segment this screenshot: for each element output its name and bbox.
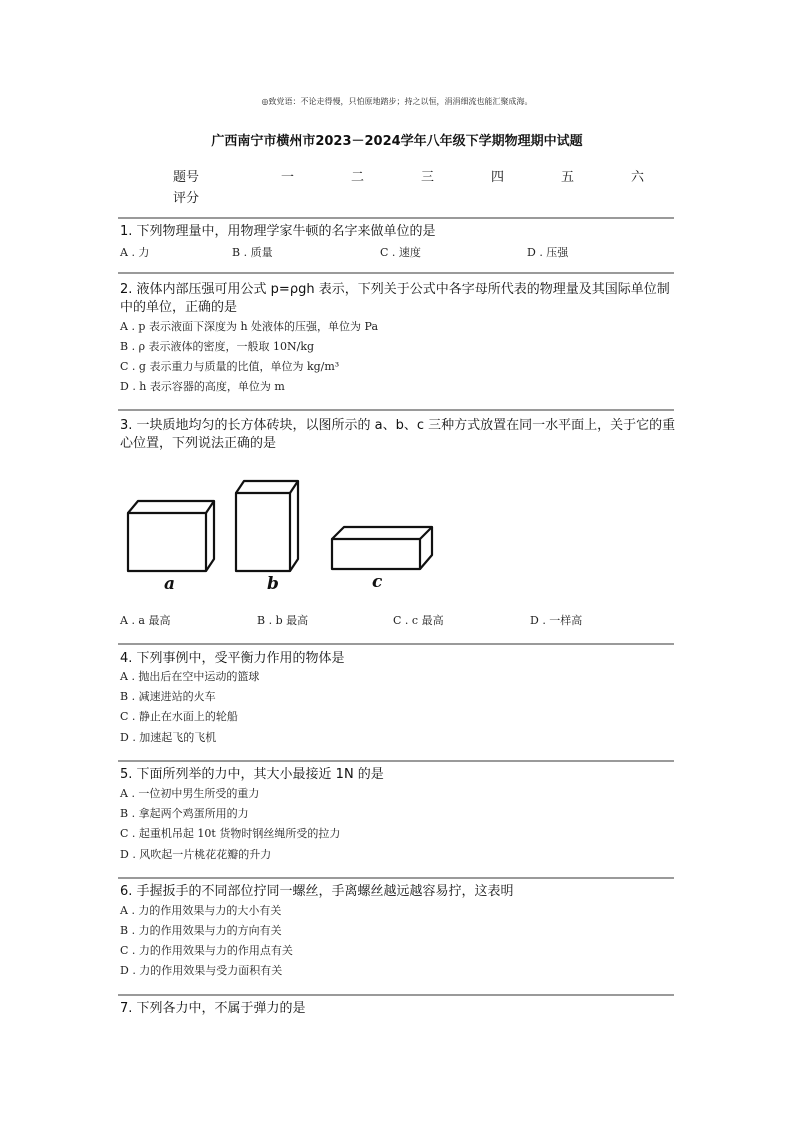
question-stem: 2. 液体内部压强可用公式 p=ρgh 表示，下列关于公式中各字母所代表的物理量及其国际单位制中的单位，正确的是 xyxy=(120,282,670,315)
question-stem: 4. 下列事例中，受平衡力作用的物体是 xyxy=(120,651,345,666)
question-stem: 1. 下列物理量中，用物理学家牛顿的名字来做单位的是 xyxy=(120,224,436,239)
option-d[interactable]: D . 加速起飞的飞机 xyxy=(120,731,217,744)
option-c[interactable]: C . g 表示重力与质量的比值，单位为 kg/m³ xyxy=(120,360,340,373)
divider xyxy=(118,760,674,762)
question-stem: 7. 下列各力中，不属于弹力的是 xyxy=(120,1001,306,1016)
option-d[interactable]: D . h 表示容器的高度，单位为 m xyxy=(120,380,285,393)
divider xyxy=(118,272,674,274)
figure-label-c: c xyxy=(372,572,383,592)
brick-b xyxy=(236,481,298,571)
option-a[interactable]: A . 一位初中男生所受的重力 xyxy=(120,787,260,800)
option-b[interactable]: B . 力的作用效果与力的方向有关 xyxy=(120,924,282,937)
score-row-label-number: 题号 xyxy=(173,170,200,185)
page-title: 广西南宁市横州市2023－2024学年八年级下学期物理期中试题 xyxy=(211,134,583,149)
brick-c xyxy=(332,527,432,569)
option-a[interactable]: A . a 最高 xyxy=(120,614,171,627)
option-d[interactable]: D . 一样高 xyxy=(530,614,583,627)
option-c[interactable]: C . 静止在水面上的轮船 xyxy=(120,710,238,723)
score-col-3: 三 xyxy=(421,170,435,185)
option-b[interactable]: B . b 最高 xyxy=(257,614,309,627)
option-b[interactable]: B . ρ 表示液体的密度，一般取 10N/kg xyxy=(120,340,315,353)
option-b[interactable]: B . 拿起两个鸡蛋所用的力 xyxy=(120,807,249,820)
option-a[interactable]: A . 抛出后在空中运动的篮球 xyxy=(120,670,260,683)
divider xyxy=(118,877,674,879)
score-col-4: 四 xyxy=(491,170,505,185)
score-row-label-score: 评分 xyxy=(173,191,200,206)
figure-label-a: a xyxy=(164,574,176,594)
divider xyxy=(118,217,674,219)
option-b[interactable]: B . 减速进站的火车 xyxy=(120,690,216,703)
question-stem: 3. 一块质地均匀的长方体砖块，以图所示的 a、b、c 三种方式放置在同一水平面上，关于它的重心位置，下列说法正确的是 xyxy=(120,418,676,451)
option-b[interactable]: B . 质量 xyxy=(232,246,273,259)
option-a[interactable]: A . p 表示液面下深度为 h 处液体的压强，单位为 Pa xyxy=(120,320,379,333)
question-stem: 6. 手握扳手的不同部位拧同一螺丝，手离螺丝越远越容易拧，这表明 xyxy=(120,884,514,899)
option-a[interactable]: A . 力的作用效果与力的大小有关 xyxy=(120,904,282,917)
option-d[interactable]: D . 力的作用效果与受力面积有关 xyxy=(120,964,283,977)
score-col-5: 五 xyxy=(561,170,575,185)
option-c[interactable]: C . c 最高 xyxy=(393,614,444,627)
brick-figure xyxy=(118,475,448,595)
option-c[interactable]: C . 速度 xyxy=(380,246,421,259)
figure-label-b: b xyxy=(267,574,279,594)
option-d[interactable]: D . 风吹起一片桃花花瓣的升力 xyxy=(120,848,272,861)
option-c[interactable]: C . 起重机吊起 10t 货物时钢丝绳所受的拉力 xyxy=(120,827,341,840)
motto-text: ◎致党语：不论走得慢，只怕原地踏步；持之以恒，涓涓细流也能汇聚成海。 xyxy=(261,97,533,106)
divider xyxy=(118,643,674,645)
divider xyxy=(118,409,674,411)
option-a[interactable]: A . 力 xyxy=(120,246,150,259)
score-col-6: 六 xyxy=(631,170,645,185)
brick-a xyxy=(128,501,214,571)
score-col-1: 一 xyxy=(281,170,295,185)
option-d[interactable]: D . 压强 xyxy=(527,246,569,259)
question-stem: 5. 下面所列举的力中，其大小最接近 1N 的是 xyxy=(120,767,384,782)
score-col-2: 二 xyxy=(351,170,365,185)
option-c[interactable]: C . 力的作用效果与力的作用点有关 xyxy=(120,944,293,957)
divider xyxy=(118,994,674,996)
